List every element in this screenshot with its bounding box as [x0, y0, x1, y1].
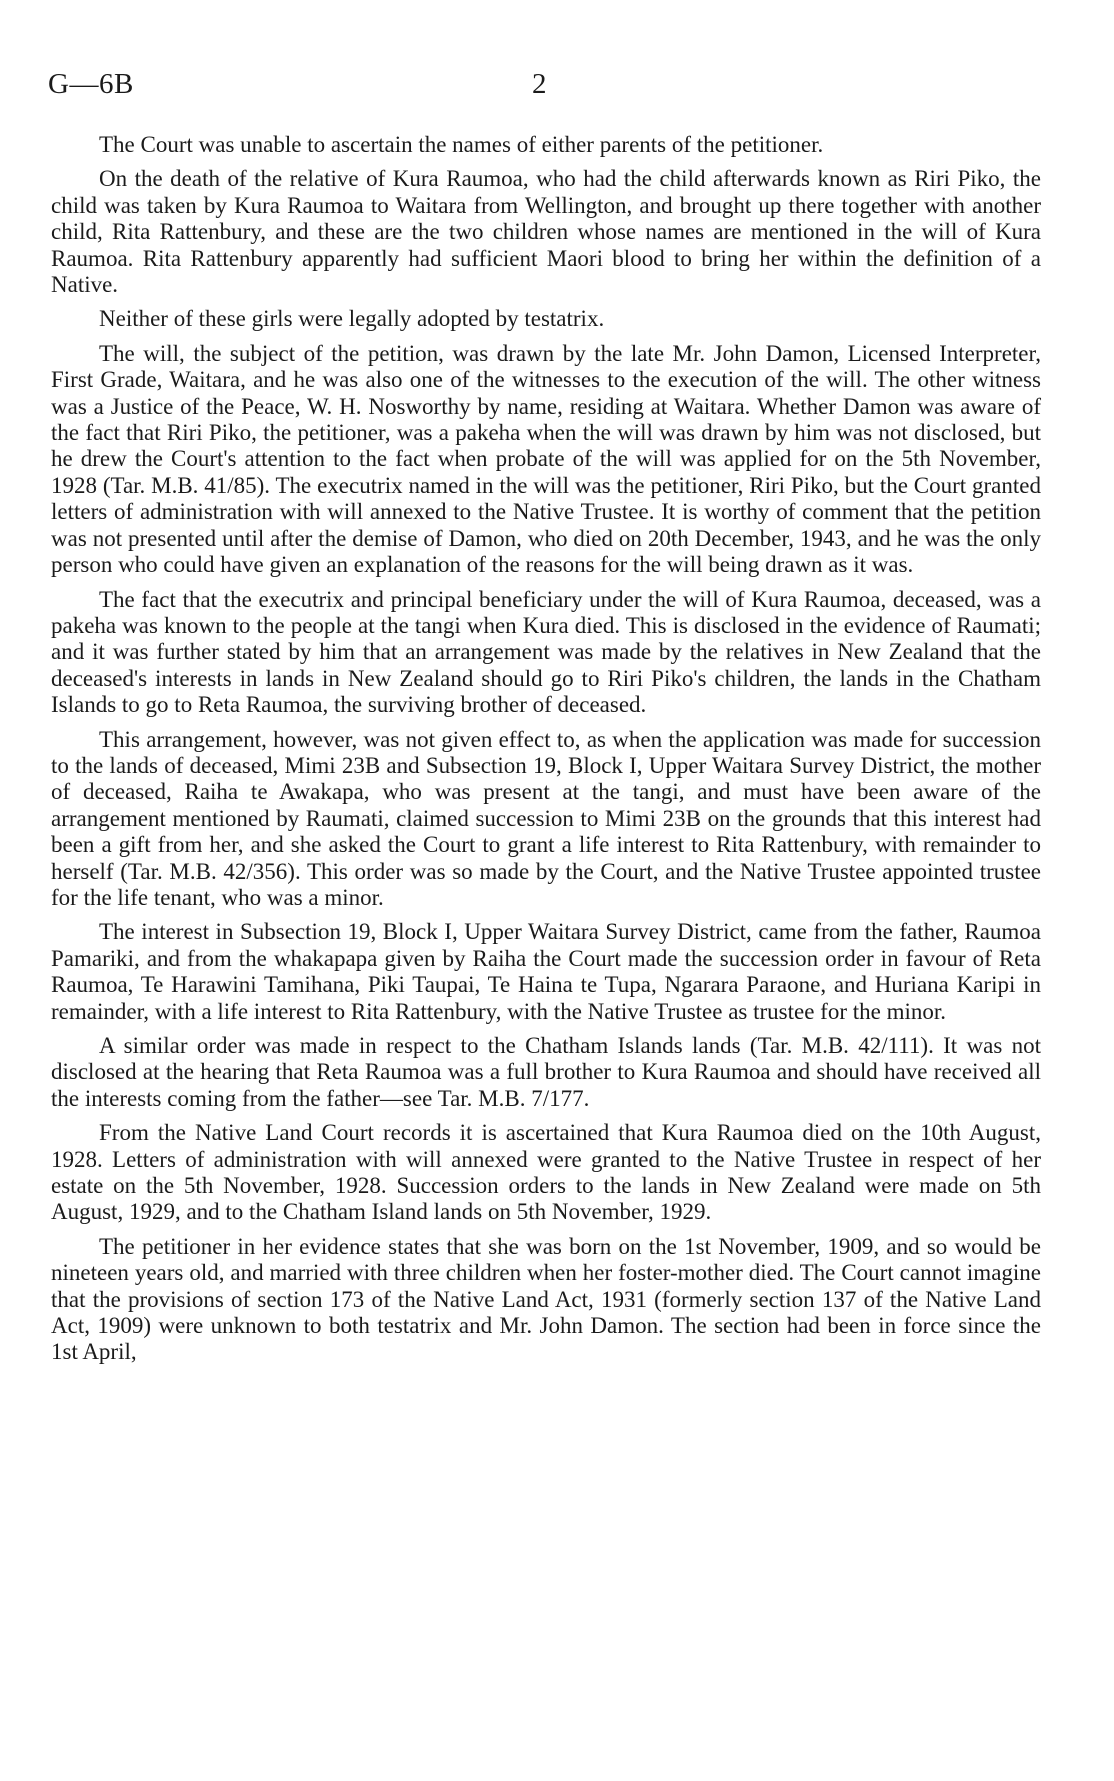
paragraph: The fact that the executrix and principal beneficiary under the will of Kura Raumoa, deceased, was a pakeha was known to the people at the tangi when Kura died. This is disclosed in the evidence of Raumati; and it was further stated by him that an arrangement was made by the relatives in New Zealand that the deceased's interests in lands in New Zealand should go to Riri Piko's children, the lands in the Chatham Islands to go to Reta Raumoa, the surviving brother of deceased. — [51, 586, 1041, 718]
page-header — [48, 68, 1048, 108]
paragraph: From the Native Land Court records it is ascertained that Kura Raumoa died on the 10th August, 1928. Letters of administration with will annexed were granted to the Native Trustee in respect of her estate on the 5th November, 1928. Succession orders to the lands in New Zealand were made on 5th August, 1929, and to the Chatham Island lands on 5th November, 1929. — [51, 1120, 1041, 1225]
body-text — [51, 132, 1041, 1374]
paragraph: The petitioner in her evidence states that she was born on the 1st November, 1909, and so would be nineteen years old, and married with three children when her foster-mother died. The Court cannot imagine that the provisions of section 173 of the Native Land Act, 1931 (formerly section 137 of the Native Land Act, 1909) were unknown to both testatrix and Mr. John Damon. The section had been in force since the 1st April, — [51, 1233, 1041, 1365]
paragraph: The Court was unable to ascertain the names of either parents of the petitioner. — [99, 132, 824, 157]
paragraph: The will, the subject of the petition, was drawn by the late Mr. John Damon, Licensed Interpreter, First Grade, Waitara, and he was also one of the witnesses to the execution of the will. The other witness was a Justice of the Peace, W. H. Nosworthy by name, residing at Waitara. Whether Damon was aware of the fact that Riri Piko, the petitioner, was a pakeha when the will was drawn by him was not disclosed, but he drew the Court's attention to the fact when probate of the will was applied for on the 5th November, 1928 (Tar. M.B. 41/85). The executrix named in the will was the petitioner, Riri Piko, but the Court granted letters of administration with will annexed to the Native Trustee. It is worthy of comment that the petition was not presented until after the demise of Damon, who died on 20th December, 1943, and he was the only person who could have given an explanation of the reasons for the will being drawn as it was. — [51, 340, 1041, 578]
page-number: 2 — [532, 68, 547, 100]
paragraph: A similar order was made in respect to the Chatham Islands lands (Tar. M.B. 42/111). It was not disclosed at the hearing that Reta Raumoa was a full brother to Kura Raumoa and should have received all the interests coming from the father—see Tar. M.B. 7/177. — [51, 1033, 1041, 1111]
paragraph: The interest in Subsection 19, Block I, Upper Waitara Survey District, came from the father, Raumoa Pamariki, and from the whakapapa given by Raiha the Court made the succession order in favour of Reta Raumoa, Te Harawini Tamihana, Piki Taupai, Te Haina te Tupa, Ngarara Paraone, and Huriana Karipi in remainder, with a life interest to Rita Rattenbury, with the Native Trustee as trustee for the minor. — [51, 919, 1041, 1024]
paragraph: Neither of these girls were legally adopted by testatrix. — [99, 306, 605, 332]
document-reference: G—6B — [48, 68, 134, 100]
paragraph: On the death of the relative of Kura Raumoa, who had the child afterwards known as Riri Piko, the child was taken by Kura Raumoa to Waitara from Wellington, and brought up there together with another child, Rita Rattenbury, and these are the two children whose names are mentioned in the will of Kura Raumoa. Rita Rattenbury apparently had sufficient Maori blood to bring her within the definition of a Native. — [51, 166, 1041, 298]
paragraph: This arrangement, however, was not given effect to, as when the application was made for succession to the lands of deceased, Mimi 23B and Subsection 19, Block I, Upper Waitara Survey District, the mother of deceased, Raiha te Awakapa, who was present at the tangi, and must have been aware of the arrangement mentioned by Raumati, claimed succession to Mimi 23B on the grounds that this interest had been a gift from her, and she asked the Court to grant a life interest to Rita Rattenbury, with remainder to herself (Tar. M.B. 42/356). This order was so made by the Court, and the Native Trustee appointed trustee for the life tenant, who was a minor. — [51, 726, 1041, 910]
